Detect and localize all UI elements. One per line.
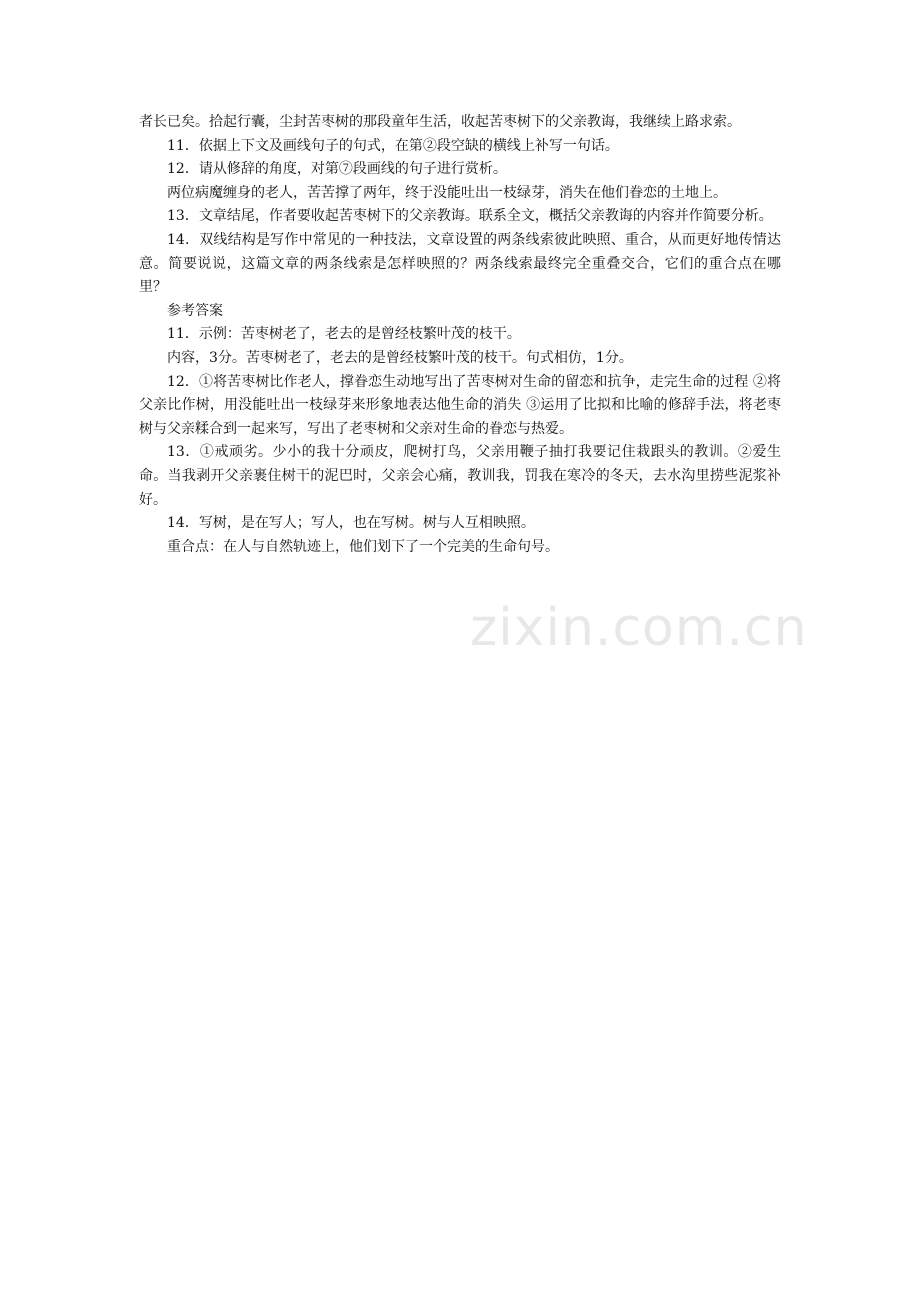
answer-11: 11．示例：苦枣树老了，老去的是曾经枝繁叶茂的枝干。 bbox=[167, 326, 521, 343]
document-body bbox=[139, 111, 781, 559]
answer-11-score: 内容，3分。苦枣树老了，老去的是曾经枝繁叶茂的枝干。句式相仿，1分。 bbox=[167, 349, 633, 366]
question-12: 12．请从修辞的角度，对第⑦段画线的句子进行赏析。 bbox=[167, 161, 507, 178]
answer-13: 13．①戒顽劣。少小的我十分顽皮，爬树打鸟，父亲用鞭子抽打我要记住栽跟头的教训。②爱生命。当我剥开父亲裹住树干的泥巴时，父亲会心痛，教训我，罚我在寒冷的冬天，去水沟里捞些泥浆补好。 bbox=[139, 444, 781, 508]
question-12-quote: 两位病魔缠身的老人，苦苦撑了两年，终于没能吐出一枝绿芽，消失在他们眷恋的土地上。 bbox=[167, 184, 727, 201]
site-watermark: zixin.com.cn bbox=[470, 598, 808, 658]
paragraph-continuation: 者长已矣。拾起行囊，尘封苦枣树的那段童年生活，收起苦枣树下的父亲教诲，我继续上路求索。 bbox=[139, 114, 741, 130]
answers-heading: 参考答案 bbox=[167, 302, 223, 319]
answer-12: 12．①将苦枣树比作老人，撑眷恋生动地写出了苦枣树对生命的留恋和抗争，走完生命的过程 ②将父亲比作树，用没能吐出一枝绿芽来形象地表达他生命的消失 ③运用了比拟和比喻的修辞手法，将老枣树与父亲糅合到一起来写，写出了老枣树和父亲对生命的眷恋与热爱。 bbox=[139, 373, 781, 437]
question-11: 11．依据上下文及画线句子的句式，在第②段空缺的横线上补写一句话。 bbox=[167, 137, 619, 154]
question-13: 13．文章结尾，作者要收起苦枣树下的父亲教诲。联系全文，概括父亲教诲的内容并作简要分析。 bbox=[167, 208, 773, 225]
question-14: 14．双线结构是写作中常见的一种技法，文章设置的两条线索彼此映照、重合，从而更好地传情达意。简要说说，这篇文章的两条线索是怎样映照的？两条线索最终完全重叠交合，它们的重合点在哪里？ bbox=[139, 231, 781, 296]
answer-14: 14．写树，是在写人；写人，也在写树。树与人互相映照。 bbox=[167, 515, 535, 532]
answer-14-overlap-point: 重合点：在人与自然轨迹上，他们划下了一个完美的生命句号。 bbox=[167, 538, 559, 555]
